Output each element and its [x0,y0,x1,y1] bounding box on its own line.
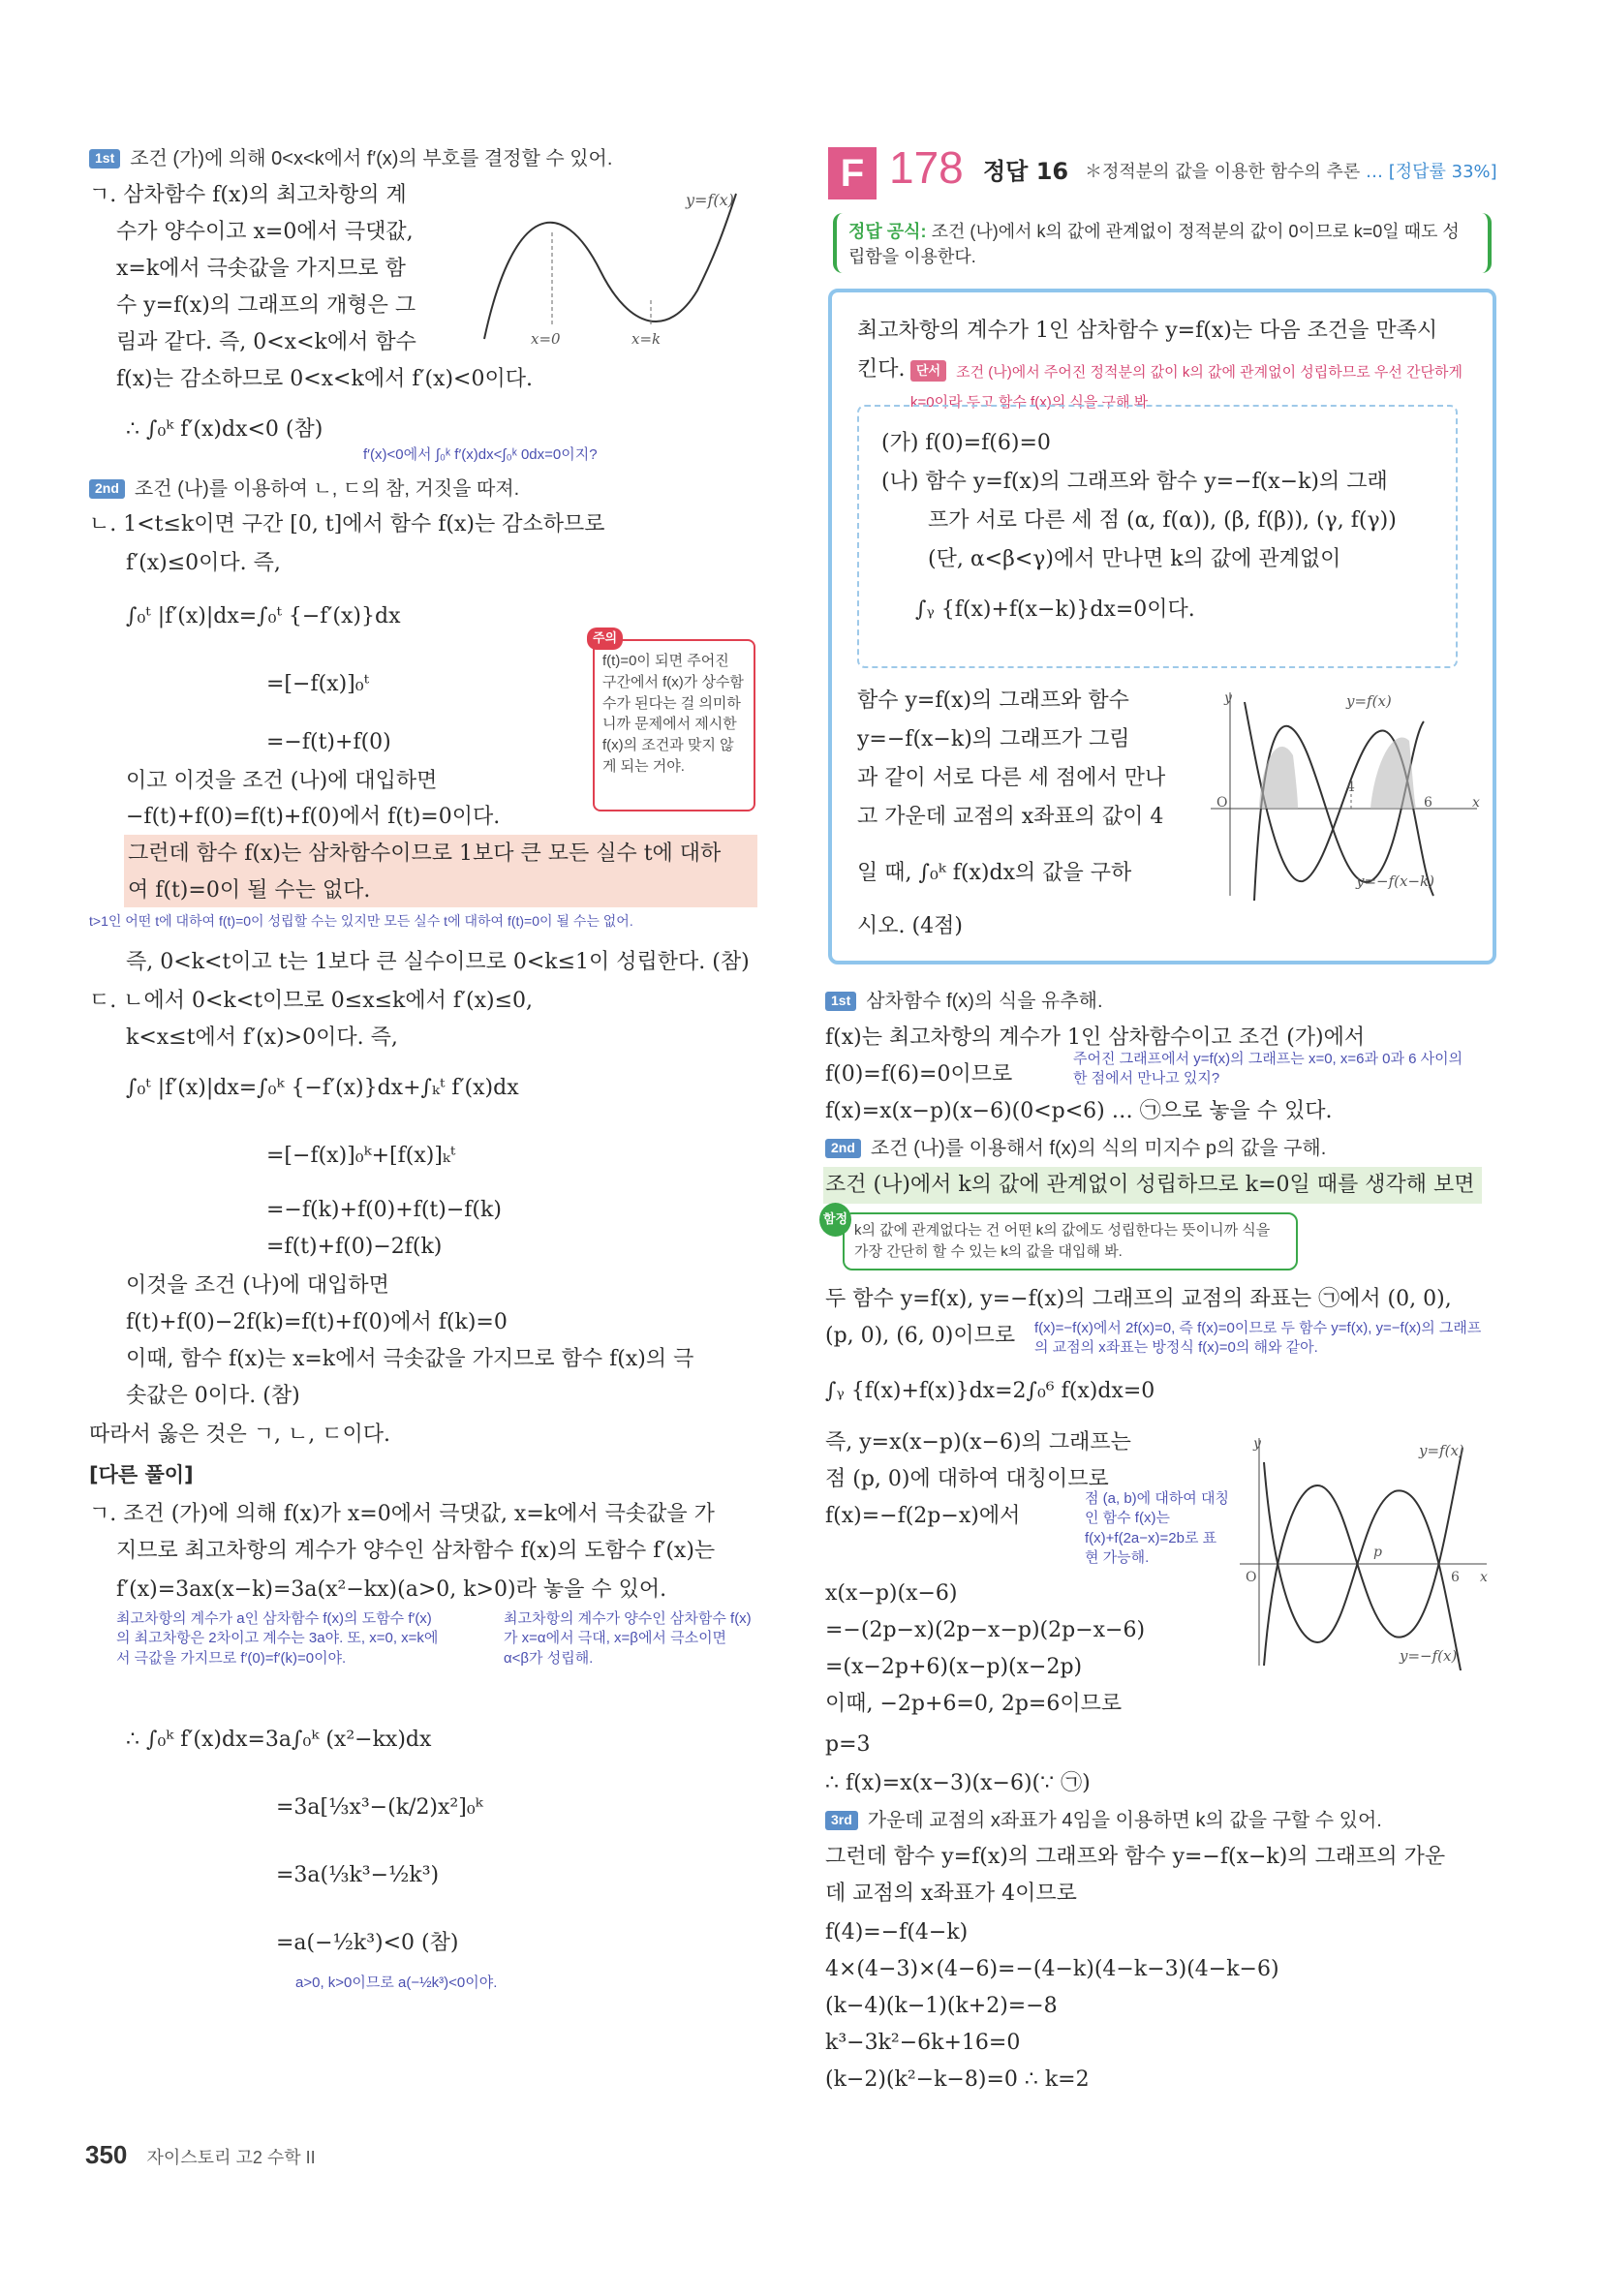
text-line: ㄱ. 삼차함수 f(x)의 최고차항의 계 [89,183,407,207]
svg-text:6: 6 [1424,795,1432,811]
svg-text:y=−f(x−k): y=−f(x−k) [1356,872,1434,890]
text-line: x(x−p)(x−6) [825,1581,958,1606]
side-note: 최고차항의 계수가 a인 삼차함수 f(x)의 도함수 f′(x)의 최고차항은 2차이고 계수는 3a야. 또, x=0, x=k에서 극값을 가지므로 f′(0)=f′(k)=0이야. [116,1610,439,1667]
text-line: =3a[⅓x³−(k/2)x²]₀ᵏ [276,1795,483,1820]
text-line: 프가 서로 다른 세 점 (α, f(α)), (β, f(β)), (γ, f(γ)) [928,508,1397,533]
text-line: 킨다. [857,357,906,382]
step-1st-right: 1st 삼차함수 f(x)의 식을 유추해. [825,990,1103,1013]
graph-curve-label: y=f(x) [686,191,734,209]
svg-text:x: x [1480,1570,1488,1585]
text-line: ∫₀ᵗ |f′(x)|dx=∫₀ᵏ {−f′(x)}dx+∫ₖᵗ f′(x)dx [126,1076,519,1100]
text-line: 그런데 함수 y=f(x)의 그래프와 함수 y=−f(x−k)의 그래프의 가운 [825,1845,1446,1869]
text-line: f(0)=f(6)=0이므로 [825,1062,1013,1087]
text-line: ㄷ. ㄴ에서 0<k<t이므로 0≤x≤k에서 f′(x)≤0, [89,989,534,1013]
text-line: 따라서 옳은 것은 ㄱ, ㄴ, ㄷ이다. [89,1423,390,1447]
text-line: 수가 양수이고 x=0에서 극댓값, [116,220,414,244]
page-number: 350 [85,2140,128,2169]
side-note: 최고차항의 계수가 양수인 삼차함수 f(x)가 x=α에서 극대, x=β에서 극소이면 α<β가 성립해. [504,1610,752,1667]
svg-text:y=−f(x): y=−f(x) [1400,1647,1458,1665]
text-line: (k−4)(k−1)(k+2)=−8 [825,1994,1058,2018]
warning-box: 주의 f(t)=0이 되면 주어진 구간에서 f(x)가 상수함수가 된다는 걸 의미하니까 문제에서 제시한 f(x)의 조건과 맞지 않게 되는 거야. [593,639,755,811]
text-line: p=3 [825,1732,871,1757]
svg-text:O: O [1216,795,1228,811]
text-line: (단, α<β<γ)에서 만나면 k의 값에 관계없이 [928,547,1341,571]
svg-text:y=f(x): y=f(x) [1346,692,1392,710]
step-3rd-right: 3rd 가운데 교점의 x좌표가 4임을 이용하면 k의 값을 구할 수 있어. [825,1809,1382,1832]
text-line: 함수 y=f(x)의 그래프와 함수 [857,689,1129,713]
svg-text:p: p [1373,1545,1382,1560]
text-line: ∫ᵧ {f(x)+f(x−k)}dx=0이다. [915,597,1195,622]
problem-number: 178 [889,142,964,193]
text-line: (p, 0), (6, 0)이므로 [825,1324,1016,1348]
svg-text:y=f(x): y=f(x) [1419,1442,1464,1459]
solution-graph [1230,1428,1492,1670]
condition-a: (가) f(0)=f(6)=0 [881,431,1051,455]
text-line: (k−2)(k²−k−8)=0 ∴ k=2 [825,2067,1090,2092]
topic-label: ＊정적분의 값을 이용한 함수의 추론 [1085,162,1361,182]
text-line: f(x)는 감소하므로 0<x<k에서 f′(x)<0이다. [116,367,533,391]
text-line: 두 함수 y=f(x), y=−f(x)의 그래프의 교점의 좌표는 ㉠에서 (0, 0), [825,1287,1452,1311]
text-line: 여 f(t)=0이 될 수는 없다. [128,878,371,903]
text-line: f(t)+f(0)−2f(k)=f(t)+f(0)에서 f(k)=0 [126,1310,508,1334]
side-note: 점 (a, b)에 대하여 대칭인 함수 f(x)는 f(x)+f(2a−x)=2b로 표현 가능해. [1085,1490,1229,1566]
graph-xk-label: x=k [631,330,662,348]
text-line: f(x)=x(x−p)(x−6)(0<p<6) … ㉠으로 놓을 수 있다. [825,1099,1333,1123]
alt-solution-title: [다른 풀이] [89,1463,194,1486]
step-1st: 1st 조건 (가)에 의해 0<x<k에서 f′(x)의 부호를 결정할 수 있어. [89,147,612,170]
tip-box: 함정 k의 값에 관계없다는 건 어떤 k의 값에도 성립한다는 뜻이니까 식을 가장 간단히 할 수 있는 k의 값을 대입해 봐. [843,1212,1298,1270]
text-line: =−f(t)+f(0) [266,730,391,754]
text-line: 고 가운데 교점의 x좌표의 값이 4 [857,805,1164,829]
text-line: 지므로 최고차항의 계수가 양수인 삼차함수 f(x)의 도함수 f′(x)는 [116,1539,716,1563]
step-2nd-right: 2nd 조건 (나)를 이용해서 f(x)의 식의 미지수 p의 값을 구해. [825,1137,1326,1160]
cubic-graph-figure [475,184,765,358]
text-line: =3a(⅓k³−½k³) [276,1863,440,1887]
text-line: −f(t)+f(0)=f(t)+f(0)에서 f(t)=0이다. [126,805,501,829]
text-line: 점 (p, 0)에 대하여 대칭이므로 [825,1467,1109,1491]
text-line: 즉, 0<k<t이고 t는 1보다 큰 실수이므로 0<k≤1이 성립한다. (참) [126,950,750,974]
problem-badge: F [828,147,877,199]
text-line: 4×(4−3)×(4−6)=−(4−k)(4−k−3)(4−k−6) [825,1957,1279,1981]
text-line: 데 교점의 x좌표가 4이므로 [825,1882,1077,1906]
text-line: k<x≤t에서 f′(x)>0이다. 즉, [126,1026,398,1050]
accuracy-rate: … [정답률 33%] [1366,162,1497,182]
text-line: x=k에서 극솟값을 가지므로 함 [116,257,406,281]
text-line: ∫ᵧ {f(x)+f(x)}dx=2∫₀⁶ f(x)dx=0 [825,1379,1155,1403]
svg-text:4: 4 [1346,780,1355,795]
text-line: ∴ f(x)=x(x−3)(x−6)(∵ ㉠) [825,1771,1091,1795]
text-line: 이고 이것을 조건 (나)에 대입하면 [126,769,438,793]
text-line: ∴ ∫₀ᵏ f′(x)dx<0 (참) [126,417,323,442]
hint-note: 단서 조건 (나)에서 주어진 정적분의 값이 k의 값에 관계없이 성립하므로 우선 간단하게 k=0이라 두고 함수 f(x)의 식을 구해 봐. [910,356,1482,416]
step-2nd: 2nd 조건 (나)를 이용하여 ㄴ, ㄷ의 참, 거짓을 따져. [89,477,519,501]
formula-box: 정답 공식: 조건 (나)에서 k의 값에 관계없이 정적분의 값이 0이므로 k=0일 때도 성립함을 이용한다. [833,213,1492,273]
text-line: ㄱ. 조건 (가)에 의해 f(x)가 x=0에서 극댓값, x=k에서 극솟값을 가 [89,1502,715,1526]
text-line: =[−f(x)]₀ᵗ [266,672,369,696]
text-line: f(x)=−f(2p−x)에서 [825,1504,1021,1528]
text-line: 이것을 조건 (나)에 대입하면 [126,1273,389,1298]
text-line: 이때, 함수 f(x)는 x=k에서 극솟값을 가지므로 함수 f(x)의 극 [126,1347,694,1371]
side-note: 주어진 그래프에서 y=f(x)의 그래프는 x=0, x=6과 0과 6 사이의 한 점에서 만나고 있지? [1073,1051,1463,1087]
side-note: t>1인 어떤 t에 대하여 f(t)=0이 성립할 수는 있지만 모든 실수 t에 대하여 f(t)=0이 될 수는 없어. [89,913,633,929]
text-line: 시오. (4점) [857,914,963,938]
text-line: =a(−½k³)<0 (참) [276,1931,459,1955]
svg-text:O: O [1246,1570,1257,1585]
text-line: =f(t)+f(0)−2f(k) [266,1235,443,1259]
text-line: f(4)=−f(4−k) [825,1920,969,1944]
svg-text:6: 6 [1451,1570,1460,1585]
text-line: =(x−2p+6)(x−p)(x−2p) [825,1655,1083,1679]
text-line: 솟값은 0이다. (참) [126,1384,300,1408]
graph-x0-label: x=0 [531,330,561,348]
text-line: 즉, y=x(x−p)(x−6)의 그래프는 [825,1430,1131,1454]
book-title: 자이스토리 고2 수학 II [146,2148,316,2167]
problem-graph [1201,683,1482,905]
text-line: 최고차항의 계수가 1인 삼차함수 y=f(x)는 다음 조건을 만족시 [857,319,1438,343]
text-line: =−(2p−x)(2p−x−p)(2p−x−6) [825,1618,1146,1642]
answer-label: 정답 16 [983,158,1069,185]
text-line: 수 y=f(x)의 그래프의 개형은 그 [116,293,416,318]
page-footer [85,2140,316,2170]
text-line: 림과 같다. 즉, 0<x<k에서 함수 [116,330,416,354]
text-line: f′(x)=3ax(x−k)=3a(x²−kx)(a>0, k>0)라 놓을 수 있어. [116,1577,667,1602]
side-note: a>0, k>0이므로 a(−½k³)<0이야. [295,1975,498,1991]
text-line: f′(x)≤0이다. 즉, [126,551,281,575]
text-line: =[−f(x)]₀ᵏ+[f(x)]ₖᵗ [266,1144,456,1168]
text-line: y=−f(x−k)의 그래프가 그림 [857,727,1130,751]
svg-text:y: y [1224,690,1232,706]
text-line: 그런데 함수 f(x)는 삼차함수이므로 1보다 큰 모든 실수 t에 대하 [128,842,722,866]
svg-text:x: x [1472,795,1480,811]
text-line: 일 때, ∫₀ᵏ f(x)dx의 값을 구하 [857,861,1132,885]
side-note: f′(x)<0에서 ∫₀ᵏ f′(x)dx<∫₀ᵏ 0dx=0이지? [363,446,598,463]
text-line: 과 같이 서로 다른 세 점에서 만나 [857,766,1166,790]
text-line: 이때, −2p+6=0, 2p=6이므로 [825,1692,1123,1716]
svg-text:y: y [1253,1436,1261,1452]
text-line: ∴ ∫₀ᵏ f′(x)dx=3a∫₀ᵏ (x²−kx)dx [126,1728,432,1752]
text-line: k³−3k²−6k+16=0 [825,2031,1021,2055]
side-note: f(x)=−f(x)에서 2f(x)=0, 즉 f(x)=0이므로 두 함수 y=f(x), y=−f(x)의 그래프의 교점의 x좌표는 방정식 f(x)=0의 해와 같아. [1034,1320,1482,1357]
text-line: 조건 (나)에서 k의 값에 관계없이 성립하므로 k=0일 때를 생각해 보면 [825,1173,1475,1197]
text-line: ㄴ. 1<t≤k이면 구간 [0, t]에서 함수 f(x)는 감소하므로 [89,512,605,536]
text-line: =−f(k)+f(0)+f(t)−f(k) [266,1198,502,1222]
text-line: ∫₀ᵗ |f′(x)|dx=∫₀ᵗ {−f′(x)}dx [126,604,401,628]
condition-b: (나) 함수 y=f(x)의 그래프와 함수 y=−f(x−k)의 그래 [881,470,1388,494]
text-line: f(x)는 최고차항의 계수가 1인 삼차함수이고 조건 (가)에서 [825,1026,1366,1050]
